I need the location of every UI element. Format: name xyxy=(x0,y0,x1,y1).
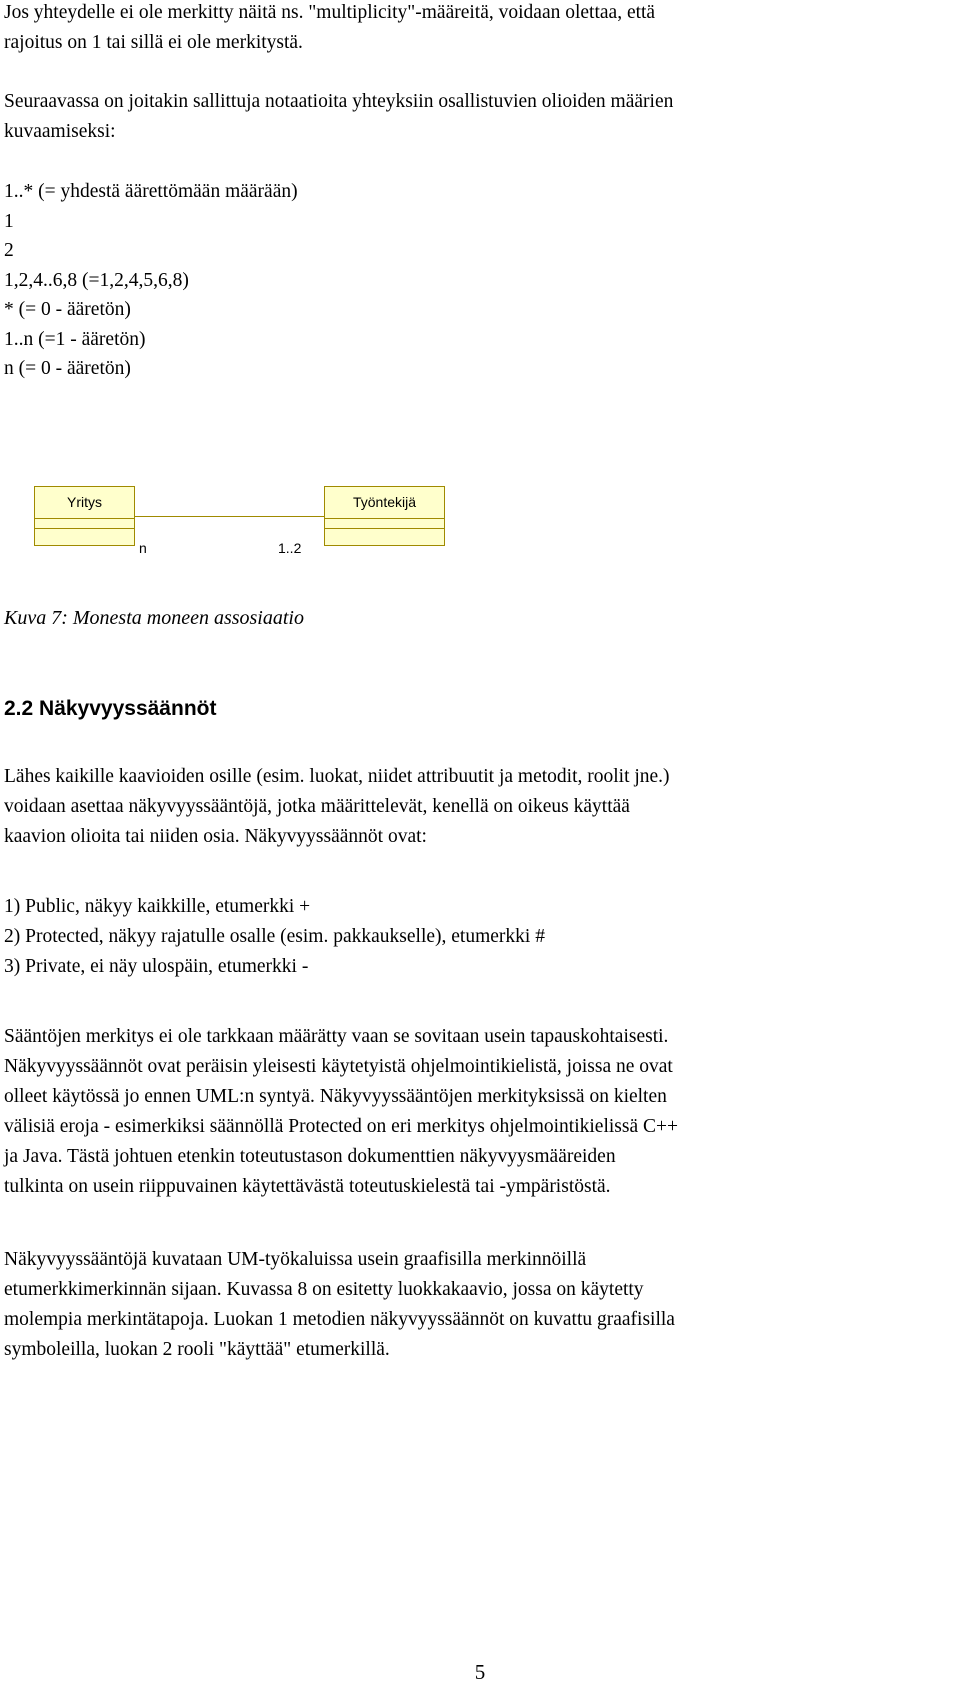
paragraph-line: etumerkkimerkinnän sijaan. Kuvassa 8 on esitetty luokkakaavio, jossa on käytetty xyxy=(4,1279,644,1300)
intro-paragraph xyxy=(4,0,954,58)
intro-line: rajoitus on 1 tai sillä ei ole merkitystä. xyxy=(4,32,303,53)
paragraph-line: Lähes kaikille kaavioiden osille (esim. luokat, niidet attribuutit ja metodit, roolit jne.) xyxy=(4,766,670,787)
class-divider xyxy=(325,518,444,519)
notation-item: * (= 0 - ääretön) xyxy=(4,299,131,320)
paragraph-line: ja Java. Tästä johtuen etenkin toteutustason dokumenttien näkyvyysmääreiden xyxy=(4,1146,616,1167)
paragraph-line: kaavion olioita tai niiden osia. Näkyvyyssäännöt ovat: xyxy=(4,826,427,847)
figure-caption: Kuva 7: Monesta moneen assosiaatio xyxy=(4,607,304,629)
multiplicity-right: 1..2 xyxy=(278,540,302,556)
section-heading: 2.2 Näkyvyyssäännöt xyxy=(4,697,217,720)
rule-item: 1) Public, näkyy kaikkille, etumerkki + xyxy=(4,896,311,917)
visibility-intro-paragraph xyxy=(4,762,954,852)
rules-paragraph xyxy=(4,1022,954,1202)
class-divider xyxy=(35,528,134,529)
notation-intro-line: Seuraavassa on joitakin sallittuja notaatioita yhteyksiin osallistuvien olioiden määrien xyxy=(4,91,674,112)
paragraph-line: tulkinta on usein riippuvainen käytettävästä toteutuskielestä tai -ympäristöstä. xyxy=(4,1176,611,1197)
notation-item: 1,2,4..6,8 (=1,2,4,5,6,8) xyxy=(4,269,189,291)
intro-line: Jos yhteydelle ei ole merkitty näitä ns. "multiplicity"-määreitä, voidaan olettaa, että xyxy=(4,2,656,23)
notation-intro-paragraph xyxy=(4,87,954,147)
rule-item: 3) Private, ei näy ulospäin, etumerkki - xyxy=(4,956,309,977)
class-divider xyxy=(325,528,444,529)
class-box-yritys xyxy=(34,486,135,546)
notation-item: 2 xyxy=(4,240,14,261)
paragraph-line: Näkyvyyssääntöjä kuvataan UM-työkaluissa usein graafisilla merkinnöillä xyxy=(4,1249,587,1270)
class-name: Yritys xyxy=(67,494,102,510)
paragraph-line: voidaan asettaa näkyvyyssääntöjä, jotka määrittelevät, kenellä on oikeus käyttää xyxy=(4,796,630,817)
paragraph-line: symboleilla, luokan 2 rooli "käyttää" etumerkillä. xyxy=(4,1339,390,1360)
association-line xyxy=(135,516,324,517)
paragraph-line: Sääntöjen merkitys ei ole tarkkaan määrätty vaan se sovitaan usein tapauskohtaisesti. xyxy=(4,1026,669,1047)
notation-item: 1..n (=1 - ääretön) xyxy=(4,328,146,350)
notation-intro-line: kuvaamiseksi: xyxy=(4,121,116,142)
visibility-rules-list xyxy=(4,892,954,982)
rule-item: 2) Protected, näkyy rajatulle osalle (esim. pakkaukselle), etumerkki # xyxy=(4,926,545,947)
paragraph-line: Näkyvyyssäännöt ovat peräisin yleisesti käytetyistä ohjelmointikielistä, joissa ne ovat xyxy=(4,1056,673,1077)
notation-item: 1..* (= yhdestä äärettömään määrään) xyxy=(4,181,298,202)
class-box-tyontekija xyxy=(324,486,445,546)
paragraph-line: välisiä eroja - esimerkiksi säännöllä Protected on eri merkitys ohjelmointikielissä C++ xyxy=(4,1116,679,1137)
notation-item: 1 xyxy=(4,210,14,232)
notation-list xyxy=(4,177,954,384)
notation-item: n (= 0 - ääretön) xyxy=(4,358,131,379)
paragraph-line: molempia merkintätapoja. Luokan 1 metodien näkyvyyssäännöt on kuvattu graafisilla xyxy=(4,1309,675,1330)
multiplicity-left: n xyxy=(139,540,147,556)
paragraph-line: olleet käytössä jo ennen UML:n syntyä. Näkyvyyssääntöjen merkityksissä on kielten xyxy=(4,1086,667,1107)
page-number: 5 xyxy=(474,1660,486,1684)
class-name: Työntekijä xyxy=(352,494,417,510)
tools-paragraph xyxy=(4,1245,954,1365)
class-divider xyxy=(35,518,134,519)
